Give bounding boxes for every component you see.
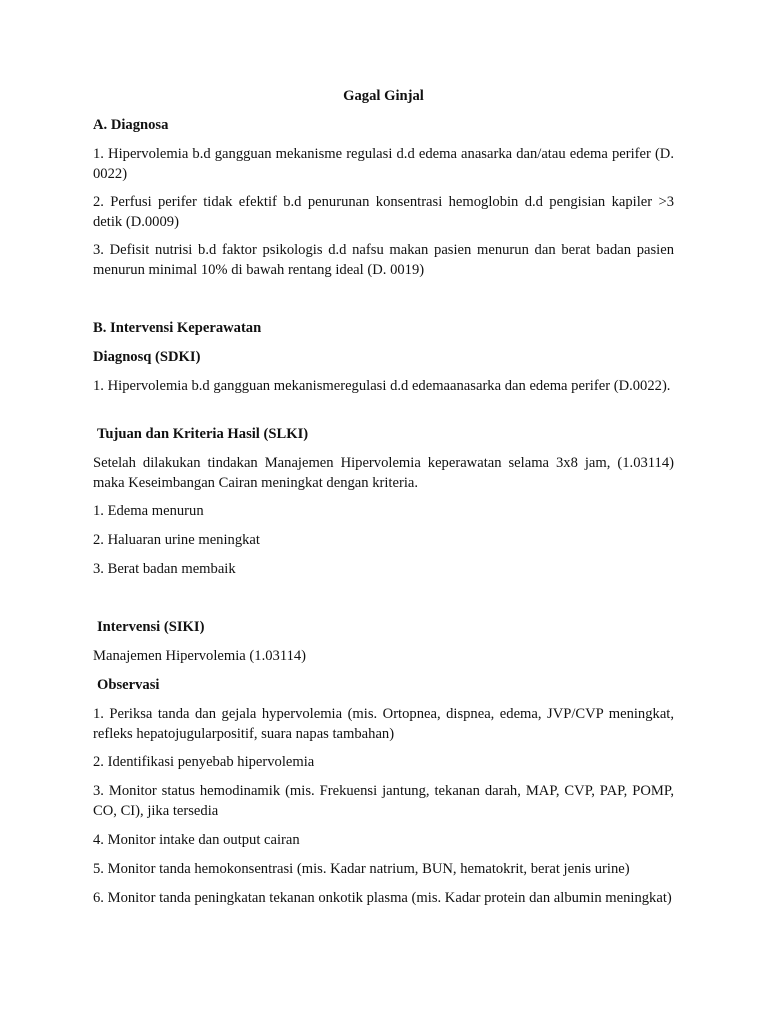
observasi-item-3: 3. Monitor status hemodinamik (mis. Frekuensi jantung, tekanan darah, MAP, CVP, PAP, POMP, CO, CI), jika tersedia — [93, 783, 674, 819]
document-page — [93, 0, 674, 1024]
observasi-item-2: 2. Identifikasi penyebab hipervolemia — [93, 754, 315, 770]
document-title: Gagal Ginjal — [343, 88, 424, 104]
section-b-heading: B. Intervensi Keperawatan — [93, 320, 262, 336]
slki-text: Setelah dilakukan tindakan Manajemen Hipervolemia keperawatan selama 3x8 jam, (1.03114) maka Keseimbangan Cairan meningkat dengan kriteria. — [93, 455, 674, 491]
observasi-item-6: 6. Monitor tanda peningkatan tekanan onkotik plasma (mis. Kadar protein dan albumin meningkat) — [93, 890, 672, 906]
criteria-item-2: 2. Haluaran urine meningkat — [93, 532, 260, 548]
siki-heading: Intervensi (SIKI) — [97, 619, 205, 635]
observasi-item-4: 4. Monitor intake dan output cairan — [93, 832, 300, 848]
criteria-item-1: 1. Edema menurun — [93, 503, 204, 519]
section-a-heading: A. Diagnosa — [93, 117, 169, 133]
observasi-item-1: 1. Periksa tanda dan gejala hypervolemia (mis. Ortopnea, dispnea, edema, JVP/CVP meningkat, refleks hepatojugularpositif, suara napas tambahan) — [93, 706, 674, 742]
diagnosis-item-2: 2. Perfusi perifer tidak efektif b.d penurunan konsentrasi hemoglobin d.d pengisian kapiler >3 detik (D.0009) — [93, 194, 674, 230]
criteria-item-3: 3. Berat badan membaik — [93, 561, 236, 577]
siki-text: Manajemen Hipervolemia (1.03114) — [93, 648, 307, 664]
diagnosis-item-1: 1. Hipervolemia b.d gangguan mekanisme regulasi d.d edema anasarka dan/atau edema perifer (D. 0022) — [93, 146, 674, 182]
slki-heading: Tujuan dan Kriteria Hasil (SLKI) — [97, 426, 309, 442]
diagnosis-item-3: 3. Defisit nutrisi b.d faktor psikologis d.d nafsu makan pasien menurun dan berat badan pasien menurun minimal 10% di bawah rentang ideal (D. 0019) — [93, 242, 674, 278]
observasi-item-5: 5. Monitor tanda hemokonsentrasi (mis. Kadar natrium, BUN, hematokrit, berat jenis urine) — [93, 861, 630, 877]
sdki-text: 1. Hipervolemia b.d gangguan mekanismeregulasi d.d edemaanasarka dan edema perifer (D.0022). — [93, 378, 671, 394]
observasi-heading: Observasi — [97, 677, 160, 693]
sdki-heading: Diagnosq (SDKI) — [93, 349, 201, 365]
